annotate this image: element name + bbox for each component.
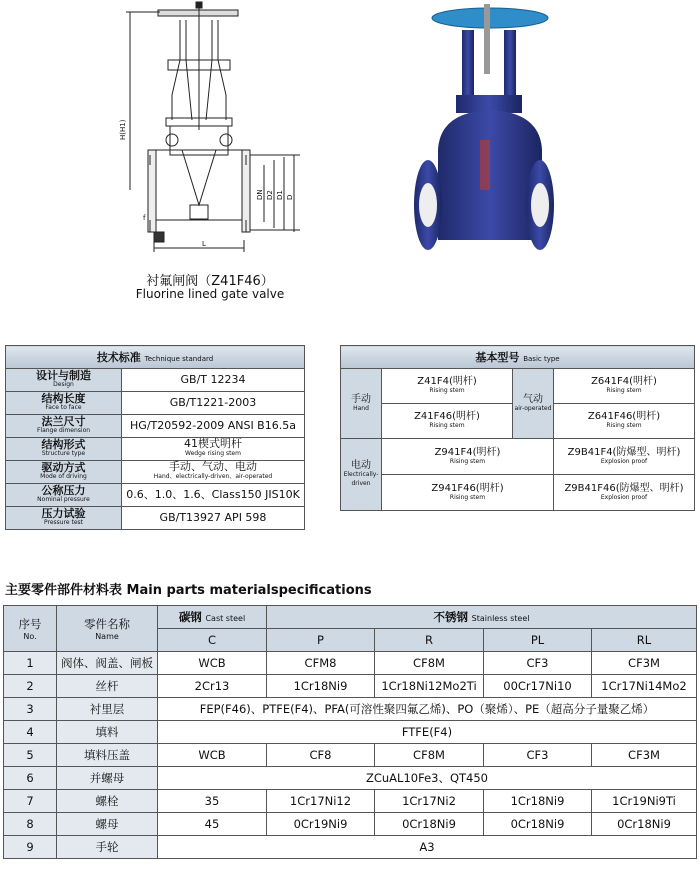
table-row: 法兰尺寸 Flange dimension HG/T20592-2009 ANSI B16.5a [6,415,305,438]
table-row: 4 填料 FTFE(F4) [4,721,697,744]
dim-l-label: L [202,240,206,248]
dim-d1-label: D1 [276,190,284,200]
table-row: 2 丝杆 2Cr13 1Cr18Ni9 1Cr18Ni12Mo2Ti 00Cr17Ni10 1Cr17Ni14Mo2 [4,675,697,698]
table-row: 8 螺母 45 0Cr19Ni9 0Cr18Ni9 0Cr18Ni9 0Cr18Ni9 [4,813,697,836]
dim-d2-label: D2 [266,190,274,200]
dim-dn-label: DN [256,189,264,200]
table-row: 结构长度 Face to face GB/T1221-2003 [6,392,305,415]
valve-product-photo [400,0,570,275]
electric-label: 电动 Electrically-driven [341,439,382,511]
technique-standard-table [5,345,305,530]
table-row: 结构形式 Structure type 41楔式明杆 Wedge rising stem [6,438,305,461]
table-row: 压力试验 Pressure test GB/T13927 API 598 [6,507,305,530]
table-row: 公称压力 Nominal pressure 0.6、1.0、1.6、Class150 JIS10K [6,484,305,507]
caption-en: Fluorine lined gate valve [135,287,285,301]
air-label: 气动 air-operated [513,369,554,439]
technique-header: 技术标准 Technique standard [6,346,305,369]
dim-f-label: f [143,214,146,222]
table-row: 设计与制造 Design GB/T 12234 [6,369,305,392]
table-row: 6 并螺母 ZCuAL10Fe3、QT450 [4,767,697,790]
table-row: 1 阀体、阀盖、闸板 WCB CFM8 CF8M CF3 CF3M [4,652,697,675]
dim-h-label: H(H1) [119,119,127,140]
main-parts-table: 序号 No. 零件名称 Name 碳钢 Cast steel 不锈钢 Stainless steel C P R PL RL 1 阀体、阀盖、闸板 WCB CFM8 CF8M CF3 CF3M 2 丝杆 2Cr13 1Cr18Ni9 1Cr18Ni12Mo2Ti 00Cr17Ni10 1Cr17Ni14Mo2 3 衬里层 FEP(F46)、PTFE(F4)、PFA(可溶性聚四氟乙烯)、PO（聚烯）、PE（超高分子量聚乙烯） 4 填料 FTFE(F4) 5 填料压盖 WCB CF8 CF8M CF3 CF3M 6 并螺母 ZCuAL10Fe3、QT450 7 螺栓 35 1Cr17Ni12 1Cr17Ni2 1Cr18Ni9 1Cr19Ni9Ti 8 螺母 45 0Cr19Ni9 0Cr18Ni9 0Cr18Ni9 0Cr18Ni9 9 手轮 A3 [3,605,697,859]
table-row: 驱动方式 Mode of driving 手动、气动、电动 Hand、electrically-driven、air-operated [6,461,305,484]
table-row: 3 衬里层 FEP(F46)、PTFE(F4)、PFA(可溶性聚四氟乙烯)、PO（聚烯）、PE（超高分子量聚乙烯） [4,698,697,721]
basic-type-table: 基本型号 Basic type 手动 Hand Z41F4(明杆) Rising stem 气动 air-operated Z641F4(明杆) Rising stem Z41F46(明杆) Rising stem Z641F46(明杆) Rising stem 电动 Electrically-driven Z941F4(明杆) Rising stem Z9B41F4(防爆型、明杆) Explosion proof Z941F46(明杆) Rising stem Z9B41F46(防爆型、明杆) Explosion proof [340,345,695,511]
hand-label: 手动 Hand [341,369,382,439]
basic-type-header: 基本型号 Basic type [341,346,695,369]
parts-title: 主要零件部件材料表 Main parts materialspecifications [5,583,372,598]
table-row: 9 手轮 A3 [4,836,697,859]
table-row: 5 填料压盖 WCB CF8 CF8M CF3 CF3M [4,744,697,767]
table-row: 7 螺栓 35 1Cr17Ni12 1Cr17Ni2 1Cr18Ni9 1Cr19Ni9Ti [4,790,697,813]
valve-technical-drawing [110,0,310,262]
dim-d-label: D [286,194,294,200]
caption-cn: 衬氟闸阀（Z41F46） [146,274,274,289]
